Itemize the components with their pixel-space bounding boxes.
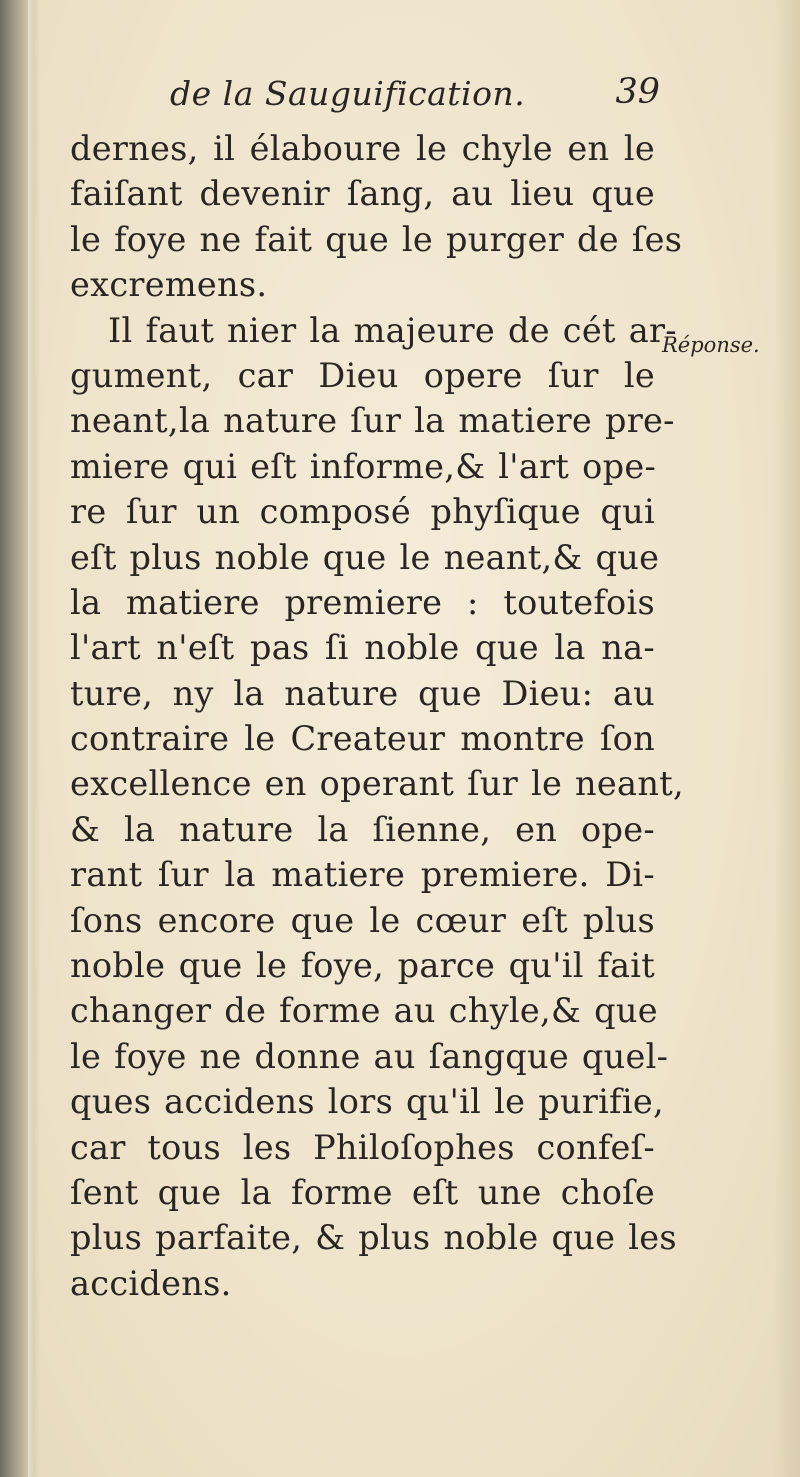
text-line: changer de forme au chyle,& que [70,991,658,1031]
text-line: & la nature la ſienne, en ope- [70,809,655,849]
text-line: car tous les Philoſophes confeſ- [70,1127,655,1167]
text-line: Il faut nier la majeure de cét ar- [108,310,677,350]
body-text [70,126,684,1306]
text-line: l'art n'eſt pas ſi noble que la na- [70,628,655,668]
running-head-title: de la Sauguification. [170,74,526,113]
text-line: eſt plus noble que le neant,& que [70,537,660,577]
margin-note: Réponse. [662,333,760,357]
text-line: accidens. [70,1263,232,1303]
text-line: gument, car Dieu opere ſur le [70,355,655,395]
text-line: excremens. [70,265,268,305]
page-binding-shadow [0,0,40,1477]
text-line: excellence en operant ſur le neant, [70,764,684,804]
text-line: re ſur un composé phyſique qui [70,492,655,532]
text-line: neant,la nature ſur la matiere pre- [70,401,675,441]
text-line: rant ſur la matiere premiere. Di- [70,855,655,895]
text-line: miere qui eſt informe,& l'art ope- [70,446,657,486]
page-right-edge [774,0,800,1477]
page-number: 39 [615,72,660,112]
running-head [170,74,660,118]
binding-highlight [28,0,34,1477]
text-line: faiſant devenir ſang, au lieu que [70,174,655,214]
text-line: le foye ne fait que le purger de ſes [70,219,683,259]
text-line: ſons encore que le cœur eſt plus [70,900,655,940]
text-line: dernes, il élaboure le chyle en le [70,129,655,168]
text-line: le foye ne donne au ſangque quel- [70,1036,669,1076]
text-line: la matiere premiere : toutefois [70,582,655,622]
text-line: noble que le foye, parce qu'il fait [70,946,655,986]
text-line: ſent que la forme eſt une choſe [70,1172,655,1212]
text-line: contraire le Createur montre ſon [70,719,655,759]
text-line: ture, ny la nature que Dieu: au [70,673,655,713]
text-line: plus parfaite, & plus noble que les [70,1218,677,1258]
text-line: ques accidens lors qu'il le purifie, [70,1082,664,1122]
